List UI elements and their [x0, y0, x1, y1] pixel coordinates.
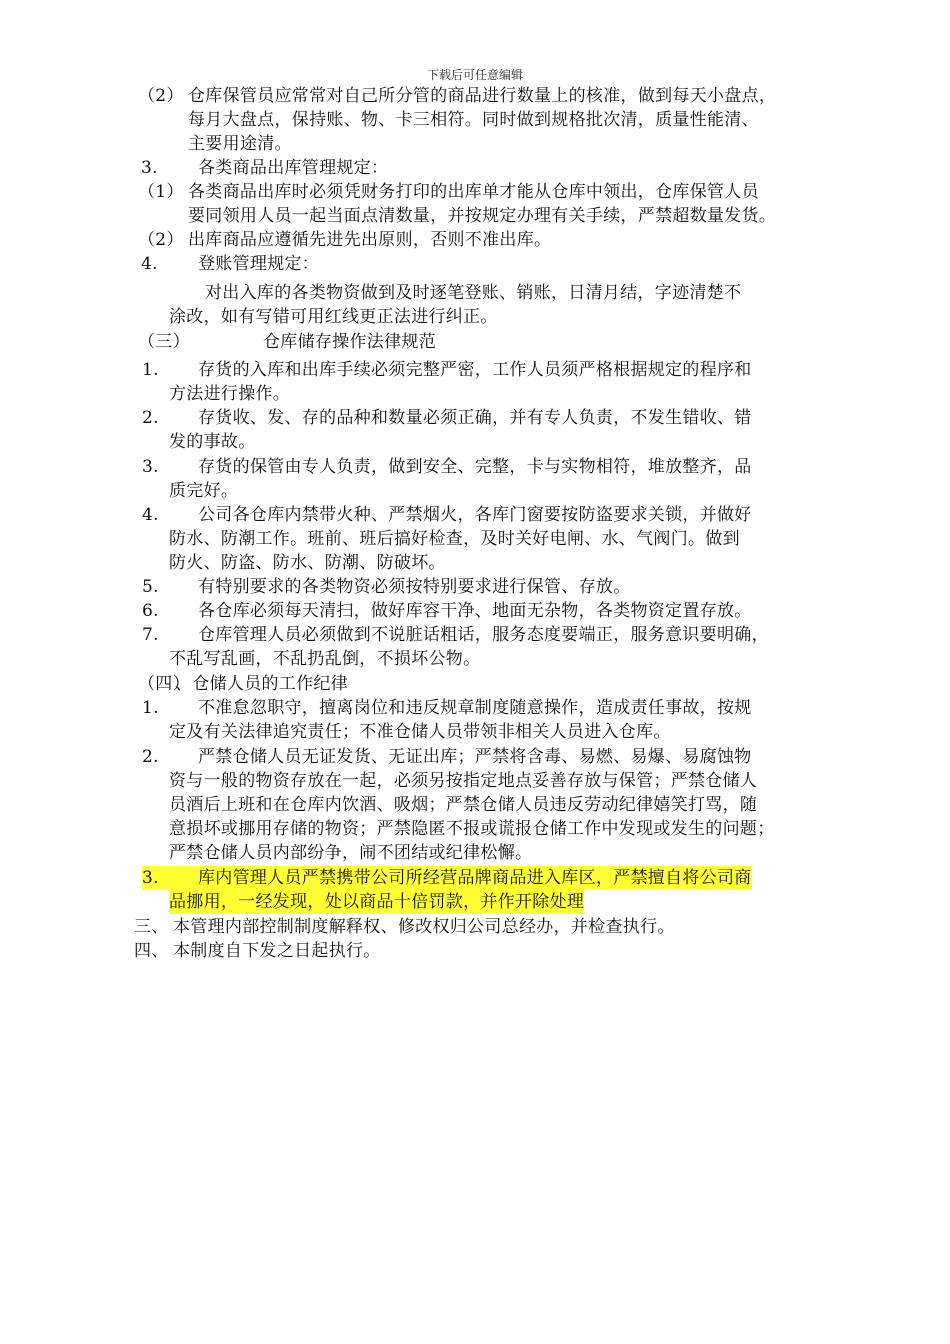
text-line: 各类商品出库管理规定：	[198, 158, 389, 178]
text-line: 员酒后上班和在仓库内饮酒、吸烟；严禁仓储人员违反劳动纪律嬉笑打骂，随	[169, 795, 758, 815]
text-line: 各类商品出库时必须凭财务打印的出库单才能从仓库中领出，仓库保管人员	[188, 182, 759, 202]
text-line: 对出入库的各类物资做到及时逐笔登账、销账，日清月结，字迹清楚不	[205, 283, 742, 303]
text-line: 每月大盘点，保持账、物、卡三相符。同时做到规格批次清，质量性能清、	[188, 110, 759, 130]
text-line: 存货收、发、存的品种和数量必须正确，并有专人负责，不发生错收、错	[198, 408, 752, 428]
line-marker: （2）	[138, 230, 184, 250]
text-line: 存货的入库和出库手续必须完整严密，工作人员须严格根据规定的程序和	[198, 360, 752, 380]
line-marker: 1.	[142, 360, 159, 380]
text-line: 严禁仓储人员内部纷争，闹不团结或纪律松懈。	[169, 843, 533, 863]
text-line: 不乱写乱画，不乱扔乱倒，不损坏公物。	[169, 649, 481, 669]
text-line: 仓库管理人员必须做到不说脏话粗话，服务态度要端正，服务意识要明确，	[198, 625, 769, 645]
line-marker: 3.	[142, 457, 159, 477]
text-line: 出库商品应遵循先进先出原则，否则不准出库。	[188, 230, 552, 250]
line-marker: 4.	[142, 505, 159, 525]
text-line: 资与一般的物资存放在一起，必须另按指定地点妥善存放与保管；严禁仓储人	[169, 771, 758, 791]
text-line: 登账管理规定：	[198, 254, 320, 274]
text-line: 本管理内部控制制度解释权、修改权归公司总经办，并检查执行。	[173, 917, 675, 937]
text-line: 有特别要求的各类物资必须按特别要求进行保管、存放。	[198, 577, 631, 597]
text-line: 发的事故。	[169, 432, 256, 452]
text-line: 定及有关法律追究责任；不准仓储人员带领非相关人员进入仓库。	[169, 722, 671, 742]
line-marker: 1.	[142, 698, 159, 718]
text-line: 本制度自下发之日起执行。	[173, 941, 381, 961]
text-line: 主要用途清。	[188, 134, 292, 154]
line-marker: （四）	[138, 674, 190, 694]
line-marker: 7.	[142, 625, 159, 645]
text-line: 严禁仓储人员无证发货、无证出库；严禁将含毒、易燃、易爆、易腐蚀物	[198, 747, 752, 767]
line-marker: 3.	[142, 866, 198, 890]
text-line: 各仓库必须每天清扫，做好库容干净、地面无杂物，各类物资定置存放。	[198, 601, 752, 621]
text-line: 防火、防盗、防水、防潮、防破坏。	[169, 553, 446, 573]
line-marker: 三、	[134, 917, 169, 937]
text-line: 仓库保管员应常常对自己所分管的商品进行数量上的核准，做到每天小盘点，	[188, 86, 777, 106]
text-line: 质完好。	[169, 481, 239, 501]
page-header: 下载后可任意编辑	[426, 68, 523, 82]
text-line: 涂改，如有写错可用红线更正法进行纠正。	[169, 307, 498, 327]
text-line: 意损坏或挪用存储的物资；严禁隐匿不报或谎报仓储工作中发现或发生的问题；	[169, 819, 775, 839]
line-marker: （2）	[138, 86, 184, 106]
line-marker: 2.	[142, 408, 159, 428]
text-line: 防水、防潮工作。班前、班后搞好检查，及时关好电闸、水、气阀门。做到	[169, 529, 740, 549]
text-line: 方法进行操作。	[169, 384, 291, 404]
text-line: 公司各仓库内禁带火种、严禁烟火，各库门窗要按防盗要求关锁，并做好	[198, 505, 752, 525]
text-line: 仓库储存操作法律规范	[263, 332, 436, 352]
text-line: 存货的保管由专人负责，做到安全、完整，卡与实物相符，堆放整齐，品	[198, 457, 752, 477]
text-line: 不准怠忽职守，擅离岗位和违反规章制度随意操作，造成责任事故，按规	[198, 698, 752, 718]
line-marker: 4.	[141, 254, 158, 274]
line-marker: 5.	[142, 577, 159, 597]
highlighted-text-line: 品挪用，一经发现，处以商品十倍罚款，并作开除处理	[169, 892, 585, 912]
line-marker: 6.	[142, 601, 159, 621]
text-line: 、仓储人员的工作纪律	[175, 674, 348, 694]
line-marker: 2.	[142, 747, 159, 767]
line-marker: 3.	[141, 158, 158, 178]
line-marker: （三）	[138, 332, 190, 352]
line-marker: （1）	[138, 182, 184, 202]
line-marker: 四、	[134, 941, 169, 961]
highlighted-text-line: 库内管理人员严禁携带公司所经营品牌商品进入库区，严禁擅自将公司商	[198, 868, 752, 888]
text-line: 要同领用人员一起当面点清数量，并按规定办理有关手续，严禁超数量发货。	[188, 206, 777, 226]
